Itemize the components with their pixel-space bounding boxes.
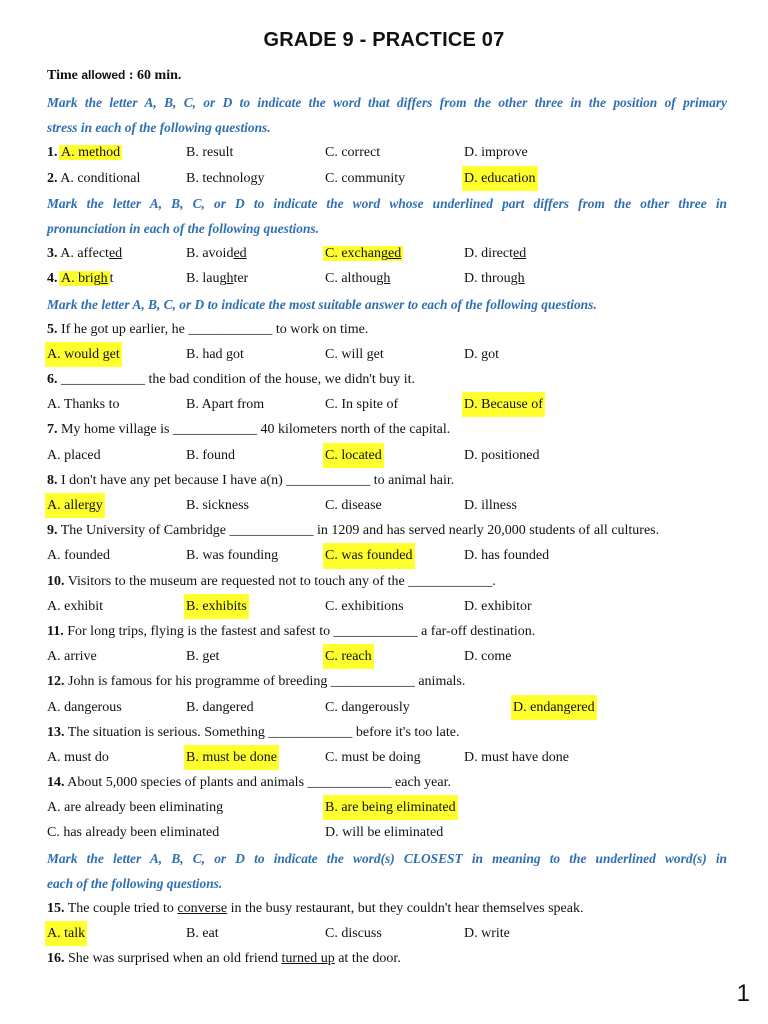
question-9-options xyxy=(47,543,727,568)
question-14-stem xyxy=(47,770,727,795)
option-d-answer: D. endangered xyxy=(511,695,597,720)
question-text: John is famous for his programme of breeding ____________ animals. xyxy=(68,674,466,690)
option-d: D. write xyxy=(464,926,510,942)
question-11-options xyxy=(47,644,727,669)
question-number: 11. xyxy=(47,623,64,639)
option-a-answer: A. method xyxy=(61,145,121,161)
question-14-options-row2 xyxy=(47,820,727,845)
option-c: C. dangerously xyxy=(325,699,410,715)
option-c: C. must be doing xyxy=(325,749,421,765)
question-number: 4. xyxy=(47,271,58,287)
option-d: D. got xyxy=(464,346,499,362)
underlined-part: ed xyxy=(233,246,247,262)
option-d: D. improve xyxy=(464,145,528,161)
question-2-options xyxy=(47,166,727,191)
question-12-stem xyxy=(47,669,727,694)
option-d: D. directed xyxy=(464,246,527,262)
option-d: D. illness xyxy=(464,498,517,513)
question-number: 12. xyxy=(47,674,65,690)
question-text: I don't have any pet because I have a(n) ____________ to animal hair. xyxy=(61,472,455,488)
instruction-stress-line1: Mark the letter A, B, C, or D to indicate the word that differs from the other three in the position of primary xyxy=(47,95,727,110)
option-a-answer: A. brigh xyxy=(61,271,108,287)
option-a: A. dangerous xyxy=(47,699,122,715)
question-3-options: 3. A. affected B. avoided C. exchanged D. directed xyxy=(47,241,727,266)
option-a: A. arrive xyxy=(47,649,97,665)
question-text: Visitors to the museum are requested not to touch any of the ____________. xyxy=(67,573,496,589)
option-a: A. must do xyxy=(47,749,109,765)
instruction-suitable-answer: Mark the letter A, B, C, or D to indicate the most suitable answer to each of the following questions. xyxy=(47,296,597,312)
question-number: 14. xyxy=(47,775,65,791)
questions-content xyxy=(47,90,727,972)
question-number: 5. xyxy=(47,321,58,337)
question-5-stem xyxy=(47,317,727,342)
underlined-word: converse xyxy=(177,901,228,916)
option-b: B. had got xyxy=(186,346,244,362)
option-d: D. will be eliminated xyxy=(325,825,444,841)
question-4-options: 4. A. brigh t B. laughter C. although D. through xyxy=(47,266,727,291)
option-c: C. will get xyxy=(325,346,384,362)
question-1-options xyxy=(47,140,727,165)
option-b: B. get xyxy=(186,649,220,665)
question-11-stem xyxy=(47,619,727,644)
page-title: GRADE 9 - PRACTICE 07 xyxy=(263,29,505,51)
question-text: The situation is serious. Something ____________ before it's too late. xyxy=(67,724,460,740)
question-number: 1. xyxy=(47,145,58,161)
option-a: A. conditional xyxy=(60,170,141,186)
option-d-answer: D. Because of xyxy=(462,392,545,417)
underlined-part: h xyxy=(226,271,234,287)
question-number: 7. xyxy=(47,422,58,438)
option-d: D. exhibitor xyxy=(464,598,532,614)
time-value: : 60 min. xyxy=(128,68,182,83)
time-allowed-word: allowed xyxy=(81,68,126,82)
question-text: ____________ the bad condition of the house, we didn't buy it. xyxy=(61,372,416,388)
option-a: A. are already been eliminating xyxy=(47,800,224,816)
question-5-options xyxy=(47,342,727,367)
question-text: About 5,000 species of plants and animals ____________ each year. xyxy=(67,775,451,791)
question-number: 8. xyxy=(47,472,58,488)
option-c: C. although xyxy=(325,271,391,287)
question-number: 10. xyxy=(47,573,65,589)
option-c-answer: C. was founded xyxy=(323,543,415,568)
option-b-answer: B. must be done xyxy=(184,745,279,770)
option-d: D. has founded xyxy=(464,548,550,564)
underlined-part: gh xyxy=(376,271,391,287)
option-c-answer: C. exchanged xyxy=(325,246,402,262)
instruction-pronunciation-line1: Mark the letter A, B, C, or D to indicate the word whose underlined part differs from the other three in xyxy=(47,195,727,211)
option-a-answer: A. would get xyxy=(45,342,122,367)
instruction-stress-line2: stress in each of the following questions. xyxy=(47,120,271,136)
underlined-word: turned up xyxy=(281,951,335,967)
option-a: A. exhibit xyxy=(47,598,103,614)
instruction-closest-meaning-line1: Mark the letter A, B, C, or D to indicate the word(s) CLOSEST in meaning to the underlined word(s) in xyxy=(47,850,727,866)
question-number: 2. xyxy=(47,170,58,186)
option-a-answer: A. talk xyxy=(45,921,87,946)
option-b-answer: B. are being eliminated xyxy=(323,795,458,820)
question-7-options xyxy=(47,443,727,468)
question-number: 6. xyxy=(47,372,58,388)
underlined-part: ed xyxy=(512,246,527,262)
instruction-pronunciation-line2: pronunciation in each of the following questions. xyxy=(47,220,319,236)
question-number: 16. xyxy=(47,951,65,967)
question-8-stem xyxy=(47,468,727,493)
question-16-stem: 16. She was surprised when an old friend turned up at the door. xyxy=(47,951,401,967)
option-b: B. laughter xyxy=(186,271,249,287)
option-c: C. has already been eliminated xyxy=(47,825,220,841)
question-6-stem xyxy=(47,367,727,392)
question-13-options xyxy=(47,745,727,770)
option-d: D. come xyxy=(464,649,512,665)
option-b: B. technology xyxy=(186,170,265,186)
question-text: My home village is ____________ 40 kilometers north of the capital. xyxy=(61,422,451,438)
option-c: C. exhibitions xyxy=(325,598,404,614)
option-b: B. sickness xyxy=(186,498,249,513)
question-number: 3. xyxy=(47,246,58,262)
question-15-stem: 15. The couple tried to converse in the busy restaurant, but they couldn't hear themselves speak. xyxy=(47,901,584,916)
question-text: For long trips, flying is the fastest and safest to ____________ a far-off destination. xyxy=(67,623,536,639)
option-a-answer: A. allergy xyxy=(45,493,105,518)
option-a: A. founded xyxy=(47,548,110,564)
option-c: C. disease xyxy=(325,498,382,513)
underlined-part: ed xyxy=(108,246,123,262)
question-text: If he got up earlier, he ____________ to work on time. xyxy=(61,321,369,337)
option-b: B. dangered xyxy=(186,699,254,715)
option-a: A. Thanks to xyxy=(47,397,120,413)
question-10-options xyxy=(47,594,727,619)
option-b: B. result xyxy=(186,145,234,161)
question-13-stem xyxy=(47,720,727,745)
option-d: D. positioned xyxy=(464,447,540,463)
question-15-options xyxy=(47,921,727,946)
question-number: 15. xyxy=(47,901,65,916)
underlined-part: h xyxy=(100,271,108,287)
question-number: 13. xyxy=(47,724,65,740)
time-label: Time xyxy=(47,68,78,83)
option-c-answer: C. reach xyxy=(323,644,374,669)
question-6-options xyxy=(47,392,727,417)
question-7-stem xyxy=(47,417,727,442)
option-b: B. was founding xyxy=(186,548,279,564)
question-12-options xyxy=(47,695,727,720)
option-c: C. discuss xyxy=(325,926,382,942)
option-b: B. Apart from xyxy=(186,397,265,413)
option-c: C. community xyxy=(325,170,406,186)
question-14-options-row1 xyxy=(47,795,727,820)
time-allowed xyxy=(47,68,181,84)
option-d-answer: D. education xyxy=(462,166,538,191)
underlined-part: gh xyxy=(510,271,525,287)
page-number: 1 xyxy=(736,980,750,1007)
option-d: D. through xyxy=(464,271,525,287)
question-number: 9. xyxy=(47,523,58,539)
option-c-answer: C. located xyxy=(323,443,384,468)
question-8-options xyxy=(47,493,727,518)
question-9-stem xyxy=(47,518,727,543)
option-b-answer: B. exhibits xyxy=(184,594,249,619)
option-d: D. must have done xyxy=(464,749,569,765)
option-a: A. placed xyxy=(47,447,101,463)
option-c: C. In spite of xyxy=(325,397,399,413)
option-b: B. avoided xyxy=(186,246,247,262)
option-c: C. correct xyxy=(325,145,381,161)
option-b: B. eat xyxy=(186,926,219,942)
question-text: The University of Cambridge ____________ in 1209 and has served nearly 20,000 students of all cultures. xyxy=(60,523,660,539)
underlined-part: ed xyxy=(387,246,402,262)
instruction-closest-meaning-line2: each of the following questions. xyxy=(47,875,223,891)
question-10-stem xyxy=(47,569,727,594)
option-b: B. found xyxy=(186,447,235,463)
